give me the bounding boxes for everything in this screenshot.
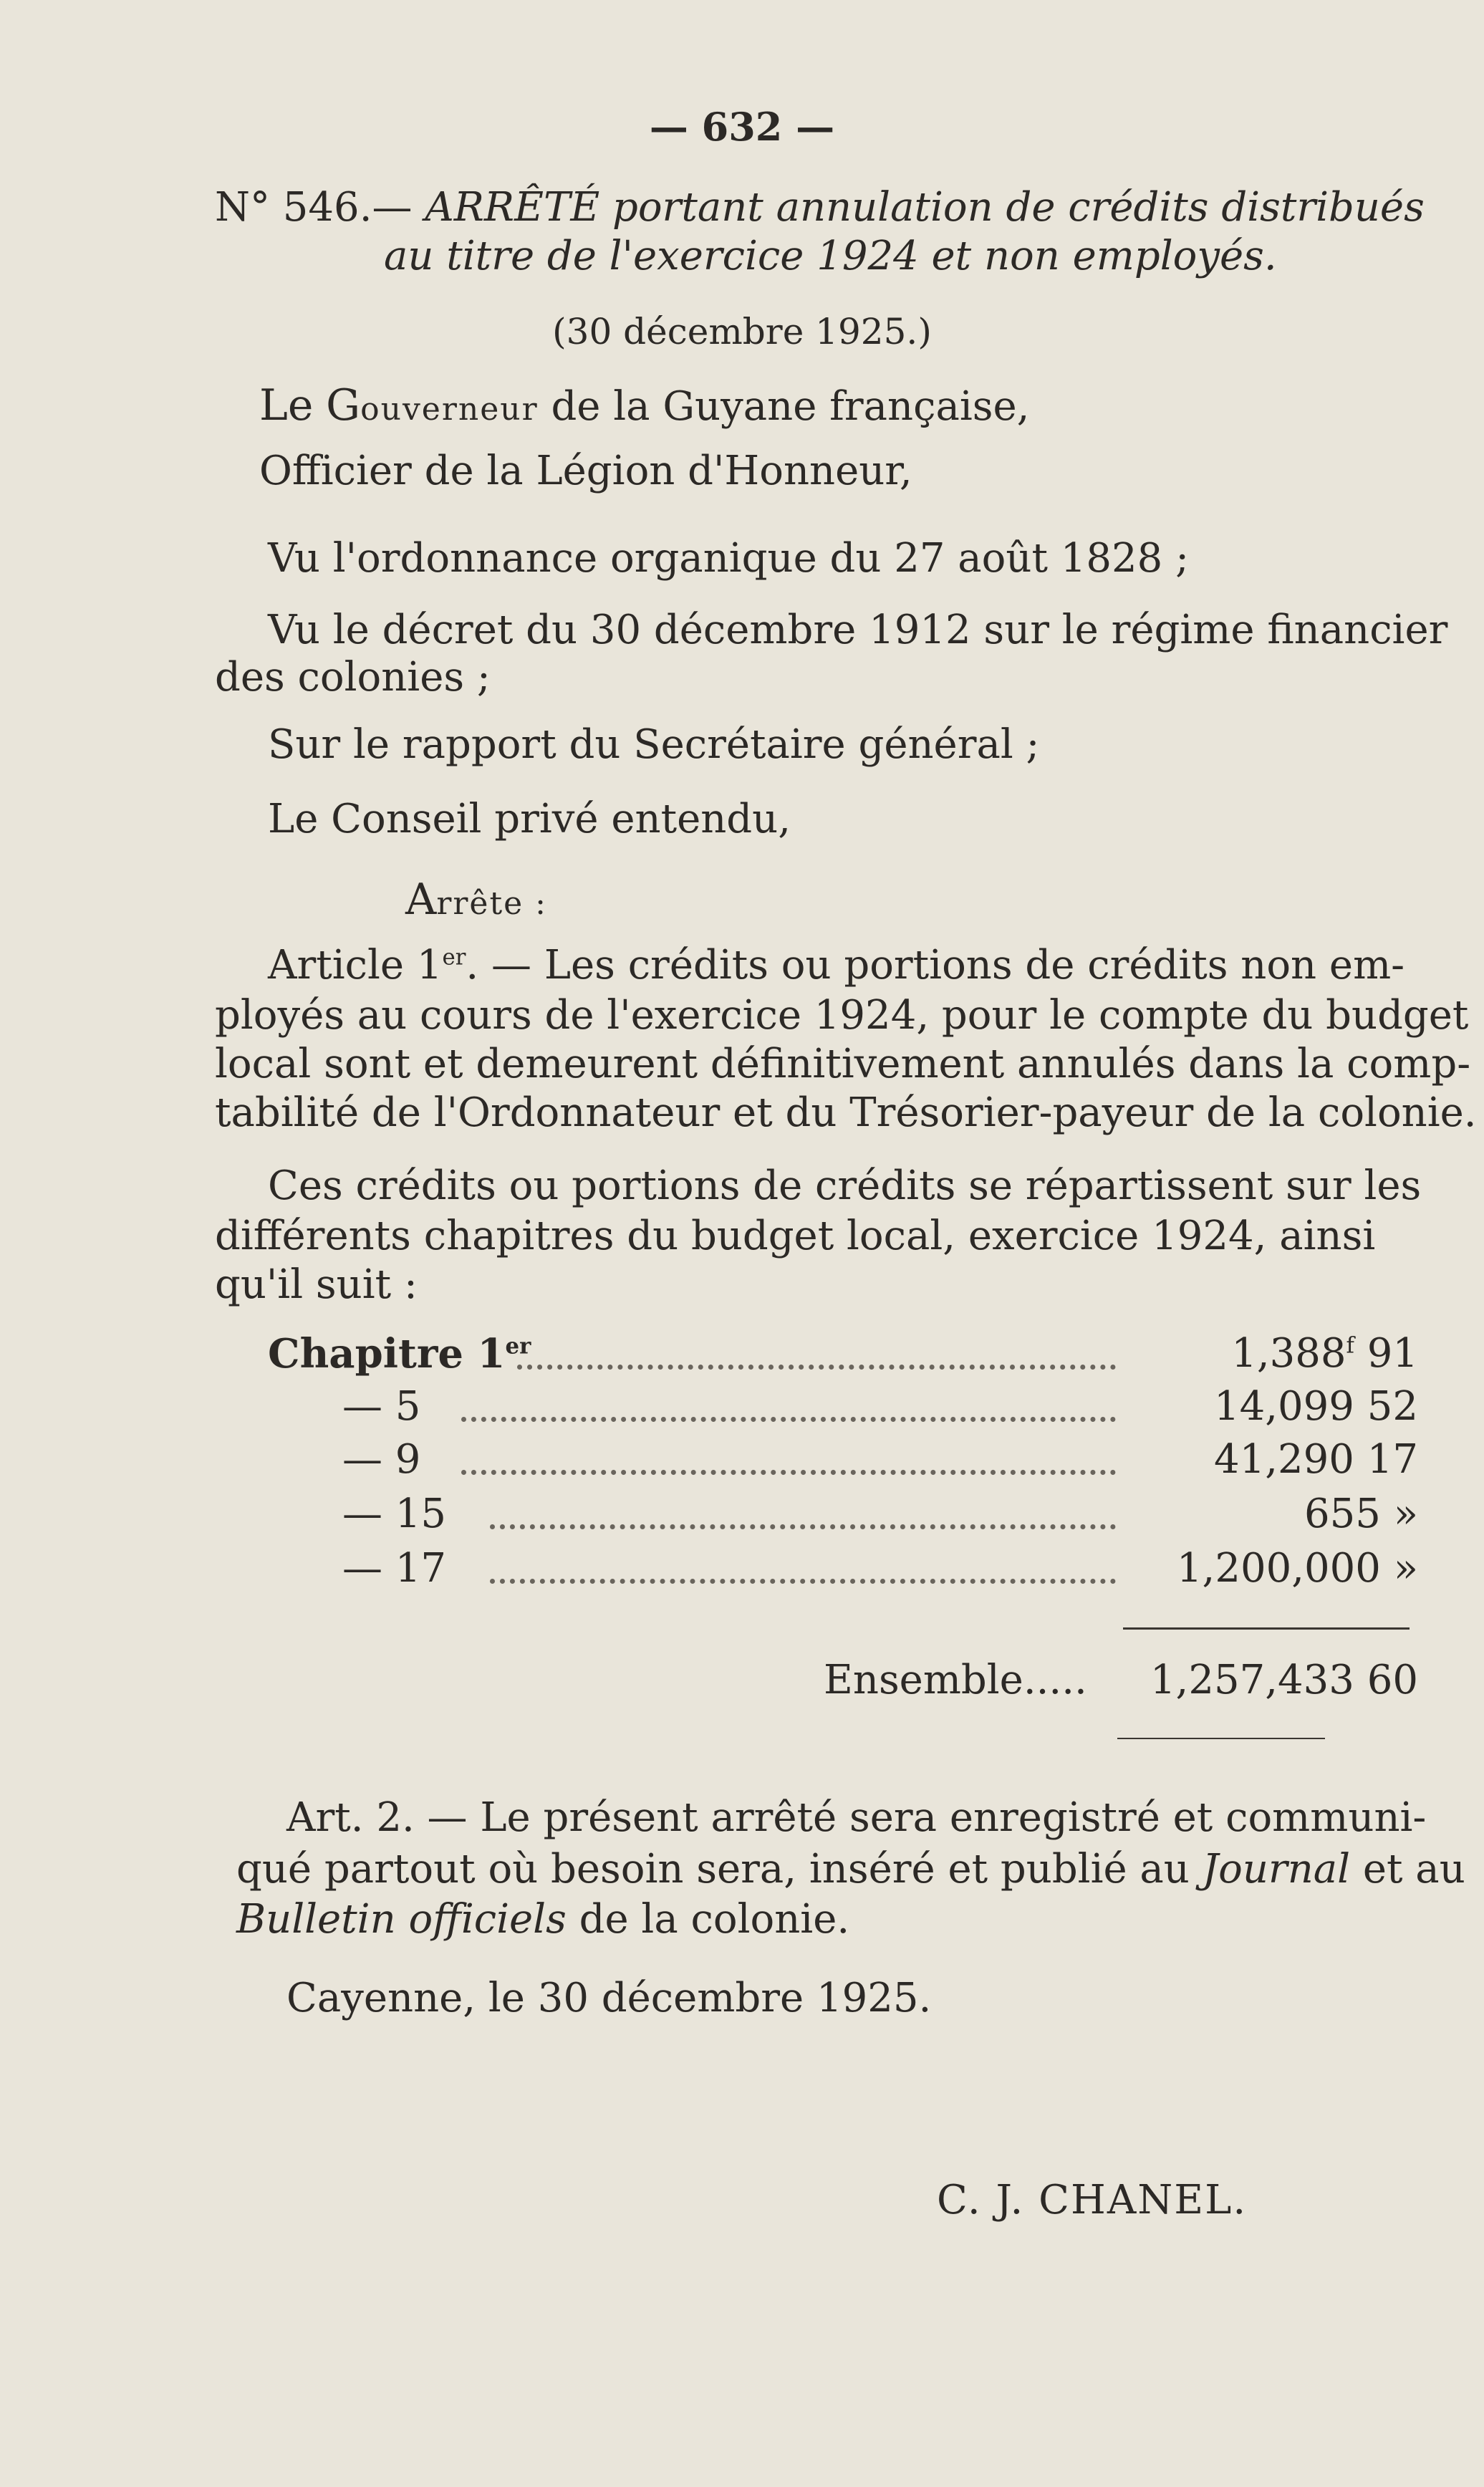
chapter-label: — 17 xyxy=(342,1545,447,1592)
article2-line2: qué partout où besoin sera, inséré et publié au Journal et au xyxy=(236,1846,1465,1892)
chapter-label: — 15 xyxy=(342,1491,447,1537)
vu-decret-line1: Vu le décret du 30 décembre 1912 sur le régime financier xyxy=(268,607,1448,653)
paragraph2-line1: Ces crédits ou portions de crédits se répartissent sur les xyxy=(268,1163,1422,1209)
article1-line1: Article 1er. — Les crédits ou portions de crédits non em- xyxy=(268,942,1405,988)
conseil-prive: Le Conseil privé entendu, xyxy=(268,796,791,842)
vu-ordonnance: Vu l'ordonnance organique du 27 août 1828 ; xyxy=(268,535,1189,582)
chapter-amount: 14,099 52 xyxy=(1213,1383,1418,1430)
signature: C. J. CHANEL. xyxy=(937,2177,1248,2223)
article2-line3: Bulletin officiels de la colonie. xyxy=(236,1896,850,1943)
article1-line2: ployés au cours de l'exercice 1924, pour le compte du budget xyxy=(215,992,1469,1039)
arrete-heading: Arrête : xyxy=(405,875,547,925)
chapter-amount: 1,388$^f$ 91 xyxy=(1231,1330,1418,1377)
article2-line1: Art. 2. — Le présent arrêté sera enregistré et communi- xyxy=(286,1794,1427,1841)
decree-title: ARRÊTÉ portant annulation de crédits distribués xyxy=(425,184,1425,231)
governor-title: Officier de la Légion d'Honneur, xyxy=(259,448,912,494)
total-rule xyxy=(1117,1738,1325,1739)
decree-number: N° 546.— xyxy=(215,184,413,231)
governor-line: Le Gouverneur de la Guyane française, xyxy=(259,380,1030,430)
chapter-amount: 1,200,000 » xyxy=(1176,1545,1418,1592)
decree-title-line2: au titre de l'exercice 1924 et non employés. xyxy=(384,233,1277,279)
vu-decret-line2: des colonies ; xyxy=(215,654,491,701)
total-label: Ensemble..... xyxy=(824,1657,1087,1703)
dot-leader xyxy=(490,1579,1116,1584)
chapter-label: — 9 xyxy=(342,1436,421,1483)
total-amount: 1,257,433 60 xyxy=(1150,1657,1418,1703)
dot-leader xyxy=(517,1365,1116,1370)
sum-rule xyxy=(1123,1627,1410,1630)
chapter-amount: 655 » xyxy=(1304,1491,1418,1537)
sur-rapport: Sur le rapport du Secrétaire général ; xyxy=(268,721,1040,768)
chapter-label: Chapitre 1er xyxy=(268,1330,531,1377)
page-number: — 632 — xyxy=(649,104,835,150)
decree-date: (30 décembre 1925.) xyxy=(552,311,932,352)
decree-title-line1 xyxy=(215,184,1425,231)
dot-leader xyxy=(490,1524,1116,1529)
chapter-label: — 5 xyxy=(342,1383,421,1430)
dot-leader xyxy=(461,1470,1116,1475)
place-date: Cayenne, le 30 décembre 1925. xyxy=(286,1975,932,2021)
dot-leader xyxy=(461,1417,1116,1422)
article1-line3: local sont et demeurent définitivement annulés dans la comp- xyxy=(215,1041,1471,1087)
chapter-amount: 41,290 17 xyxy=(1213,1436,1418,1483)
article1-line4: tabilité de l'Ordonnateur et du Trésorier-payeur de la colonie. xyxy=(215,1089,1477,1136)
paragraph2-line2: différents chapitres du budget local, exercice 1924, ainsi xyxy=(215,1213,1376,1259)
paragraph2-line3: qu'il suit : xyxy=(215,1261,418,1308)
